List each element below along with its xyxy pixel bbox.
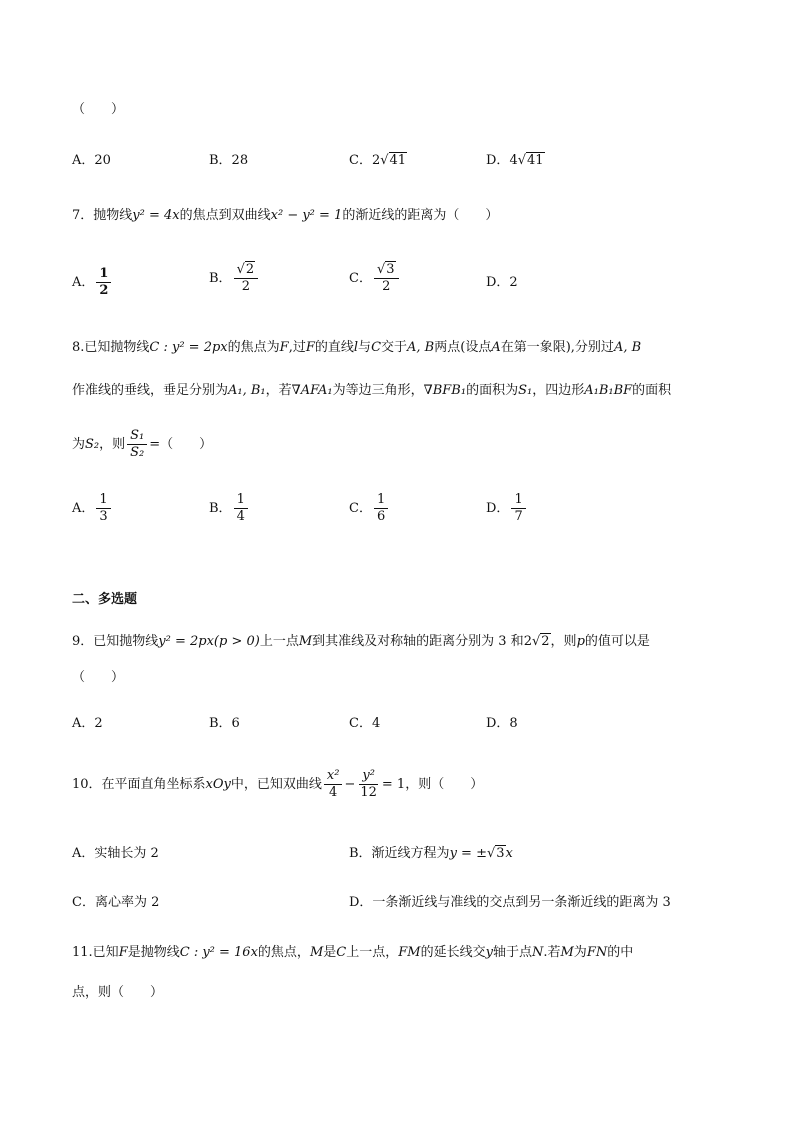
q8-option-c: C． $\frac{1}{6}$ <box>349 492 390 525</box>
q9-tail: （ ） <box>72 670 125 685</box>
q8-option-a: A． $\frac{1}{3}$ <box>72 492 113 525</box>
q11-stem-line1: 11.已知F是抛物线C : y² = 16x的焦点，M是C上一点，FM的延长线交y轴于点N.若M为FN的中 <box>72 945 634 960</box>
q8-option-d: D． $\frac{1}{7}$ <box>486 492 528 525</box>
q11-stem-line2: 点，则（ ） <box>72 985 164 1000</box>
q10-option-c: C．离心率为 2 <box>72 895 160 910</box>
q9-option-c: C．4 <box>349 716 381 731</box>
q6-option-a: A．20 <box>72 153 111 168</box>
sqrt-symbol: √41 <box>517 153 544 168</box>
q6-tail: （ ） <box>72 102 125 117</box>
q8-stem-line3: 为S₂，则 $\frac{\text{S₁}}{\text{S₂}}$ =（ ） <box>72 428 213 460</box>
q7-option-b: B． $\frac{√2}{2}$ <box>209 262 260 295</box>
q10-option-d: D．一条渐近线与准线的交点到另一条渐近线的距离为 3 <box>349 895 671 910</box>
q7-option-d: D．2 <box>486 275 518 290</box>
q9-option-d: D．8 <box>486 716 518 731</box>
q9-stem: 9．已知抛物线y² = 2px(p > 0)上一点M到其准线及对称轴的距离分别为 3 和2√2，则p的值可以是 <box>72 634 650 649</box>
q10-option-b: B．渐近线方程为y = ±√3x <box>349 846 513 861</box>
q9-option-a: A．2 <box>72 716 103 731</box>
q6-option-b: B．28 <box>209 153 249 168</box>
q7-stem: 7．抛物线y² = 4x的焦点到双曲线x² − y² = 1的渐近线的距离为（ ） <box>72 208 499 223</box>
q10-stem: 10．在平面直角坐标系xOy中，已知双曲线 $\frac{\text{x²}}{4}$ − $\frac{\text{y²}}{12}$ = 1，则（ ） <box>72 768 484 800</box>
q8-stem-line2: 作准线的垂线，垂足分别为A₁, B₁，若∇AFA₁为等边三角形，∇BFB₁的面积为S₁，四边形A₁B₁BF的面积 <box>72 383 672 398</box>
q6-option-d: D．4√41 <box>486 151 545 171</box>
q8-stem-line1: 8.已知抛物线C : y² = 2px的焦点为F,过F的直线l与C交于A, B两点(设点A在第一象限),分别过A, B <box>72 340 642 355</box>
q8-option-b: B． $\frac{1}{4}$ <box>209 492 250 525</box>
q6-option-c: C．2√41 <box>349 151 407 171</box>
q7-option-c: C． $\frac{√3}{2}$ <box>349 262 401 295</box>
q10-option-a: A．实轴长为 2 <box>72 846 159 861</box>
q7-option-a: A． $\frac{1}{2}$ <box>72 266 113 299</box>
q9-option-b: B．6 <box>209 716 240 731</box>
sqrt-symbol: √41 <box>380 153 407 168</box>
section-heading-multiple-choice: 二、多选题 <box>72 592 138 607</box>
